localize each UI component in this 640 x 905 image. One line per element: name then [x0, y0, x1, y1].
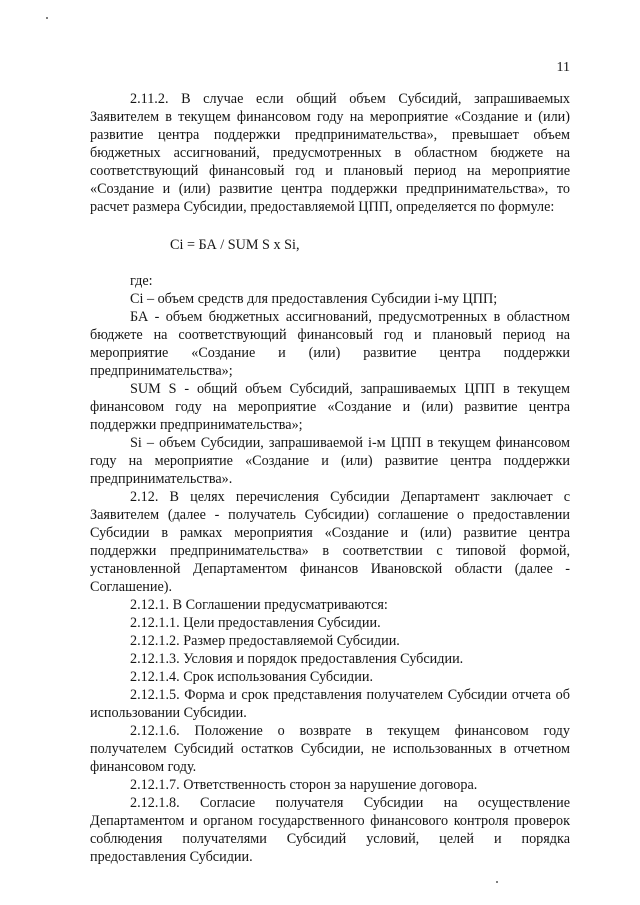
formula-where: где:	[130, 273, 153, 289]
paragraph-2-12-1-1: 2.12.1.1. Цели предоставления Субсидии.	[130, 615, 381, 631]
definition-sum-s: SUM S - общий объем Субсидий, запрашиваемых ЦПП в текущем финансовом году на мероприятие «Создание и (или) развитие центра поддержки предпринимательства»;	[90, 381, 570, 433]
definition-ci: Ci – объем средств для предоставления Субсидии i-му ЦПП;	[130, 291, 498, 307]
paragraph-2-12-1-6: 2.12.1.6. Положение о возврате в текущем финансовом году получателем Субсидий остатков Субсидии, не использованных в отчетном финансовом году.	[90, 723, 570, 775]
paragraph-2-12-1: 2.12.1. В Соглашении предусматриваются:	[130, 597, 388, 613]
formula: Ci = БА / SUM S x Si,	[170, 237, 300, 253]
scan-speck	[496, 881, 498, 883]
paragraph-2-12-1-3: 2.12.1.3. Условия и порядок предоставления Субсидии.	[130, 651, 464, 667]
document-body	[90, 90, 570, 866]
scan-speck	[46, 17, 48, 19]
paragraph-2-12-1-7: 2.12.1.7. Ответственность сторон за нарушение договора.	[130, 777, 478, 793]
definition-si: Si – объем Субсидии, запрашиваемой i-м ЦПП в текущем финансовом году на мероприятие «Создание и (или) развитие центра поддержки предпринимательства».	[90, 435, 570, 487]
paragraph-2-12-1-5: 2.12.1.5. Форма и срок представления получателем Субсидии отчета об использовании Субсидии.	[90, 687, 570, 721]
paragraph-2-12-1-4: 2.12.1.4. Срок использования Субсидии.	[130, 669, 373, 685]
paragraph-2-12: 2.12. В целях перечисления Субсидии Департамент заключает с Заявителем (далее - получатель Субсидии) соглашение о предоставлении Субсидии в рамках мероприятия «Создание и (или) развитие центра поддержки предпринимательства» в соответствии с типовой формой, установленной Департаментом финансов Ивановской области (далее - Соглашение).	[90, 489, 570, 595]
definition-ba: БА - объем бюджетных ассигнований, предусмотренных в областном бюджете на соответствующий финансовый год и плановый период на мероприятие «Создание и (или) развитие центра поддержки предпринимательства»;	[90, 309, 570, 379]
paragraph-2-12-1-8: 2.12.1.8. Согласие получателя Субсидии на осуществление Департаментом и органом государственного финансового контроля проверок соблюдения получателями Субсидий условий, целей и порядка предоставления Субсидии.	[90, 795, 570, 865]
page-number: 11	[556, 60, 570, 75]
paragraph-2-12-1-2: 2.12.1.2. Размер предоставляемой Субсидии.	[130, 633, 400, 649]
paragraph-2-11-2: 2.11.2. В случае если общий объем Субсидий, запрашиваемых Заявителем в текущем финансовом году на мероприятие «Создание и (или) развитие центра поддержки предпринимательства», превышает объем бюджетных ассигнований, предусмотренных в областном бюджете на соответствующий финансовый год и плановый период на мероприятие «Создание и (или) развитие центра поддержки предпринимательства», то расчет размера Субсидии, предоставляемой ЦПП, определяется по формуле:	[90, 91, 570, 215]
